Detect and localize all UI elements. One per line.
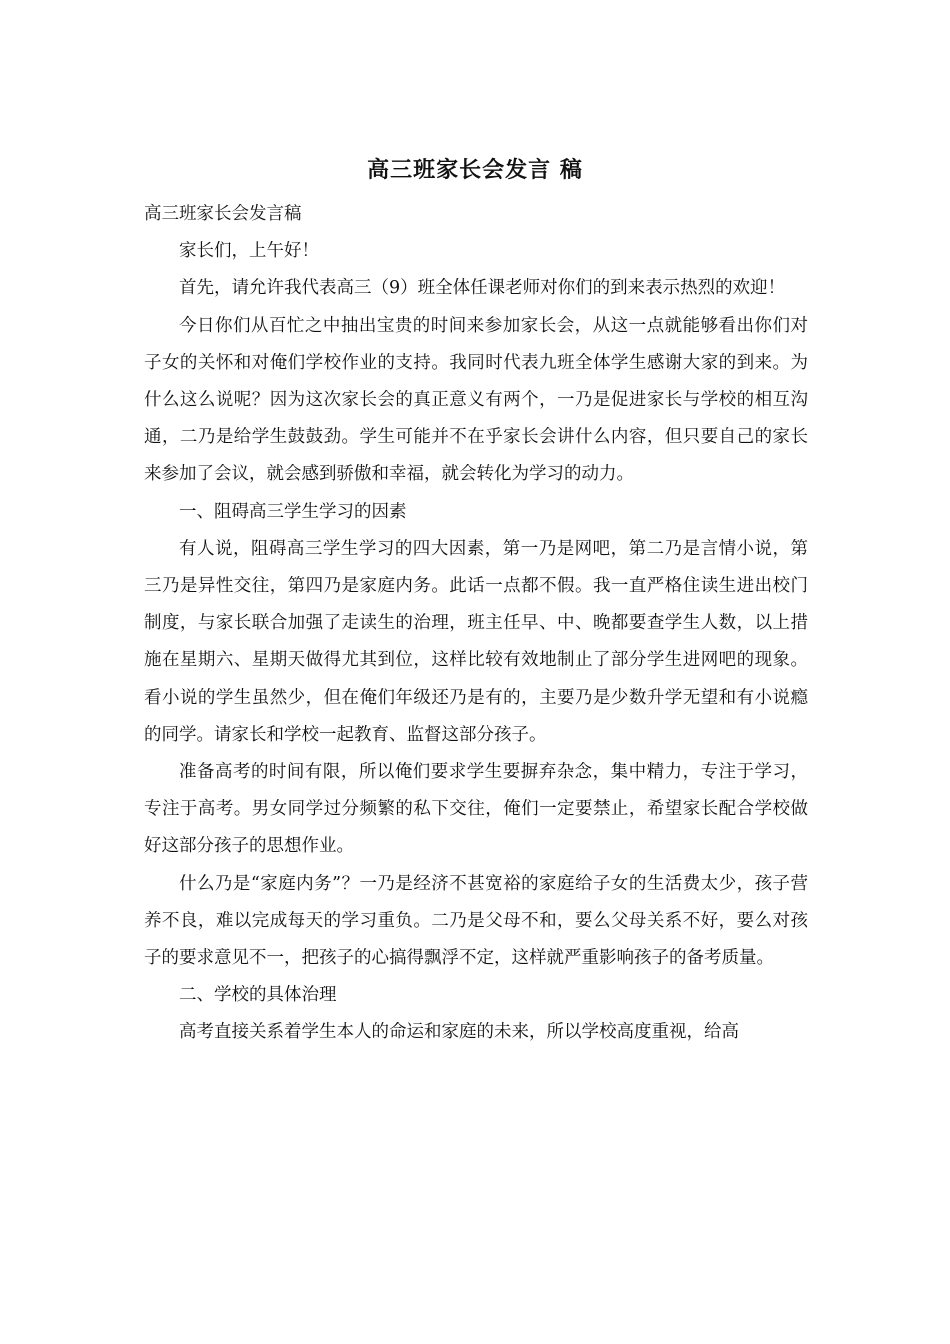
paragraph-focus: 准备高考的时间有限，所以俺们要求学生要摒弃杂念，集中精力，专注于学习，专注于高考。男女同学过分频繁的私下交往，俺们一定要禁止，希望家长配合学校做好这部分孩子的思想作业。 (144, 762, 808, 857)
document-body (144, 196, 808, 1052)
paragraph-school-management: 高考直接关系着学生本人的命运和家庭的未来，所以学校高度重视，给高 (179, 1022, 739, 1043)
paragraph-greeting: 家长们，上午好！ (179, 241, 319, 262)
document-title: 高三班家长会发言 稿 (367, 157, 583, 183)
section-heading-2: 二、学校的具体治理 (179, 985, 337, 1006)
paragraph-meeting-purpose: 今日你们从百忙之中抽出宝贵的时间来参加家长会，从这一点就能够看出你们对子女的关怀和对俺们学校作业的支持。我同时代表九班全体学生感谢大家的到来。为什么这么说呢？因为这次家长会的真正意义有两个，一乃是促进家长与学校的相互沟通，二乃是给学生鼓鼓劲。学生可能并不在乎家长会讲什么内容，但只要自己的家长来参加了会议，就会感到骄傲和幸福，就会转化为学习的动力。 (144, 315, 808, 485)
paragraph-household: 什么乃是“家庭内务”？一乃是经济不甚宽裕的家庭给子女的生活费太少，孩子营养不良，难以完成每天的学习重负。二乃是父母不和，要么父母关系不好，要么对孩子的要求意见不一，把孩子的心搞得飘浮不定，这样就严重影响孩子的备考质量。 (144, 873, 808, 969)
paragraph-four-factors: 有人说，阻碍高三学生学习的四大因素，第一乃是网吧，第二乃是言情小说，第三乃是异性交往，第四乃是家庭内务。此话一点都不假。我一直严格住读生进出校门制度，与家长联合加强了走读生的治理，班主任早、中、晚都要查学生人数，以上措施在星期六、星期天做得尤其到位，这样比较有效地制止了部分学生进网吧的现象。看小说的学生虽然少，但在俺们年级还乃是有的，主要乃是少数升学无望和有小说瘾的同学。请家长和学校一起教育、监督这部分孩子。 (144, 538, 808, 745)
section-heading-1: 一、阻碍高三学生学习的因素 (179, 501, 407, 522)
document-subtitle: 高三班家长会发言稿 (144, 204, 302, 224)
paragraph-welcome: 首先，请允许我代表高三（9）班全体任课老师对你们的到来表示热烈的欢迎！ (179, 278, 786, 299)
